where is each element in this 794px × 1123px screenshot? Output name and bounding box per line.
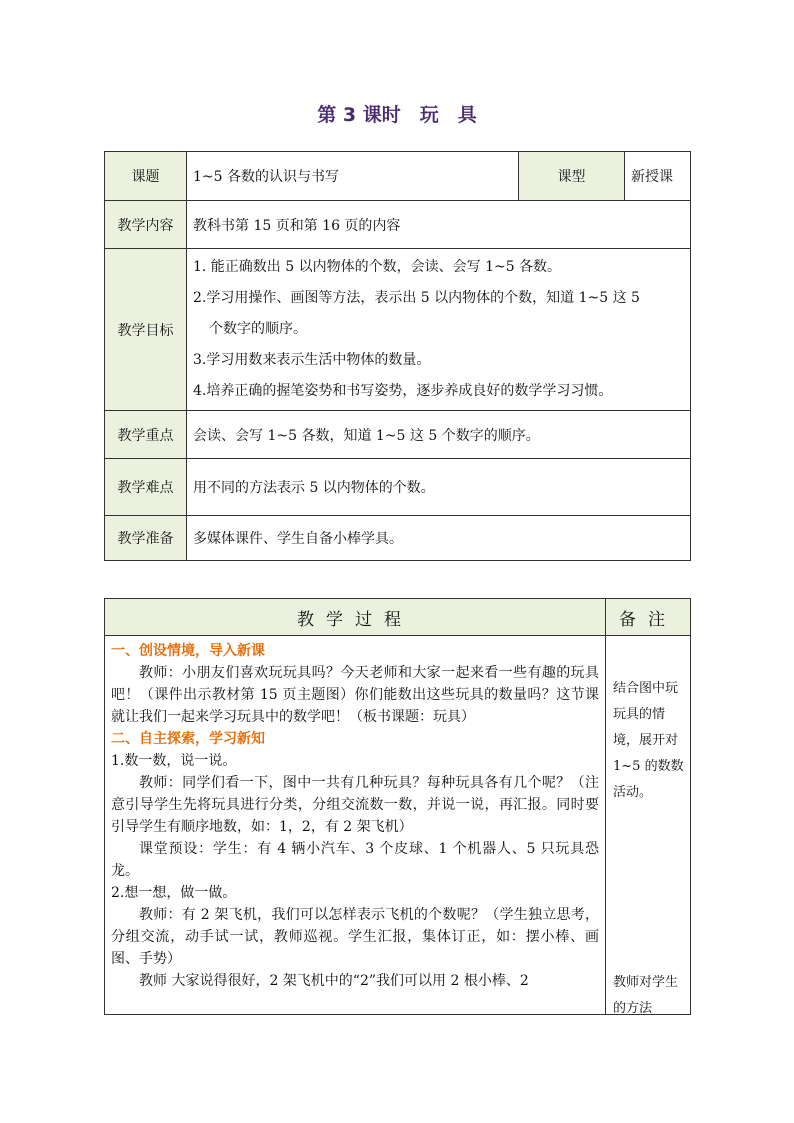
- page-title: 第 3 课时 玩 具: [317, 104, 477, 126]
- goals-list: [187, 249, 691, 411]
- difficulty-value: 用不同的方法表示 5 以内物体的个数。: [187, 459, 691, 516]
- section-title: 一、创设情境，导入新课: [111, 643, 265, 659]
- section-title: 二、自主探索，学习新知: [111, 731, 265, 747]
- step-title: 1.数一数，说一说。: [111, 753, 237, 769]
- goal-item: 1. 能正确数出 5 以内物体的个数，会读、会写 1~5 各数。: [193, 259, 562, 275]
- paragraph: 教师：小朋友们喜欢玩玩具吗？今天老师和大家一起来看一些有趣的玩具吧！（课件出示教材第 15 页主题图）你们能数出这些玩具的数量吗？这节课就让我们一起来学习玩具中的数学吧！（板书课题：玩具）: [111, 665, 599, 725]
- step-title: 2.想一想，做一做。: [111, 885, 237, 901]
- process-header: 教学过程: [105, 599, 606, 636]
- paragraph: 课堂预设：学生：有 4 辆小汽车、3 个皮球、1 个机器人、5 只玩具恐龙。: [111, 841, 599, 879]
- goals-label: 教学目标: [105, 249, 187, 411]
- type-value: 新授课: [625, 152, 691, 201]
- goal-item: 4.培养正确的握笔姿势和书写姿势，逐步养成良好的数学学习习惯。: [193, 383, 613, 399]
- goal-item: 3.学习用数来表示生活中物体的数量。: [193, 352, 431, 368]
- process-content: [105, 636, 606, 1015]
- remark-note: 结合图中玩玩具的情境，展开对 1~5 的数数活动。: [613, 681, 684, 800]
- remark-column: [606, 636, 691, 1015]
- key-label: 教学重点: [105, 411, 187, 459]
- goal-item: 个数字的顺序。: [209, 321, 307, 337]
- paragraph: 教师：有 2 架飞机，我们可以怎样表示飞机的个数呢？（学生独立思考，分组交流，动手试一试，教师巡视。学生汇报，集体订正，如：摆小棒、画图、手势）: [111, 907, 599, 967]
- content-label: 教学内容: [105, 201, 187, 249]
- topic-value: 1~5 各数的认识与书写: [187, 152, 519, 201]
- topic-label: 课题: [105, 152, 187, 201]
- content-value: 教科书第 15 页和第 16 页的内容: [187, 201, 691, 249]
- goal-item: 2.学习用操作、画图等方法，表示出 5 以内物体的个数，知道 1~5 这 5: [193, 290, 640, 306]
- remark-header: 备注: [606, 599, 691, 636]
- key-value: 会读、会写 1~5 各数，知道 1~5 这 5 个数字的顺序。: [187, 411, 691, 459]
- paragraph: 教师：同学们看一下，图中一共有几种玩具？每种玩具各有几个呢？（注意引导学生先将玩具进行分类，分组交流数一数，并说一说，再汇报。同时要引导学生有顺序地数，如：1，2，有 2 架飞机）: [111, 775, 599, 835]
- teaching-process-table: [104, 598, 691, 1015]
- remark-note: 教师对学生的方法: [613, 975, 679, 1016]
- prep-label: 教学准备: [105, 516, 187, 561]
- lesson-info-table: [104, 151, 691, 561]
- difficulty-label: 教学难点: [105, 459, 187, 516]
- prep-value: 多媒体课件、学生自备小棒学具。: [187, 516, 691, 561]
- paragraph: 教师 大家说得很好，2 架飞机中的“2”我们可以用 2 根小棒、2: [139, 973, 529, 989]
- type-label: 课型: [519, 152, 625, 201]
